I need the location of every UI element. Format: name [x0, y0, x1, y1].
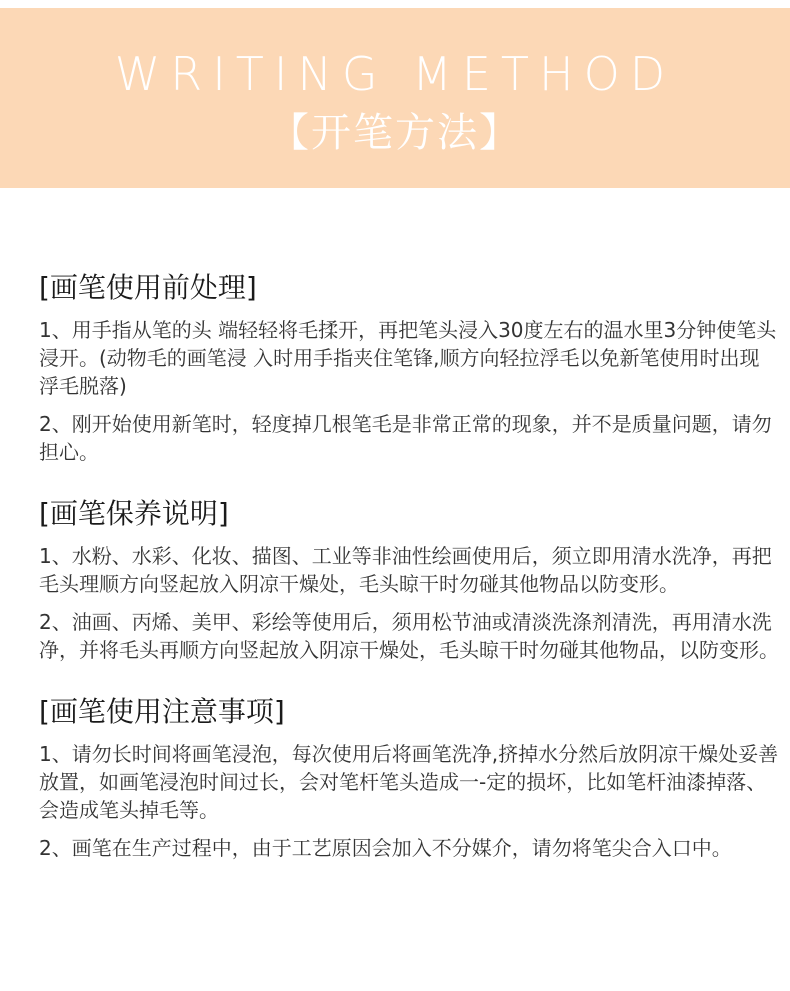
header-banner	[0, 8, 790, 188]
header-title-cn: 【开笔方法】	[269, 110, 521, 156]
section-pre-use	[39, 266, 779, 466]
section-precautions	[39, 690, 779, 862]
paragraph: 1、用手指从笔的头 端轻轻将毛揉开，再把笔头浸入30度左右的温水里3分钟使笔头浸开。(动物毛的画笔浸 入时用手指夹住笔锋,顺方向轻拉浮毛以免新笔使用时出现浮毛脱落)	[39, 318, 777, 398]
section-title: [画笔使用前处理]	[39, 271, 257, 304]
content-area	[39, 266, 779, 872]
section-title: [画笔使用注意事项]	[39, 695, 285, 728]
paragraph: 2、刚开始使用新笔时，轻度掉几根笔毛是非常正常的现象，并不是质量问题，请勿担心。	[39, 412, 772, 464]
paragraph: 2、画笔在生产过程中，由于工艺原因会加入不分媒介，请勿将笔尖合入口中。	[39, 836, 732, 860]
section-maintenance	[39, 492, 779, 664]
paragraph: 1、水粉、水彩、化妆、描图、工业等非油性绘画使用后，须立即用清水洗净，再把毛头理顺方向竖起放入阴凉干燥处，毛头晾干时勿碰其他物品以防变形。	[39, 544, 772, 596]
section-title: [画笔保养说明]	[39, 497, 229, 530]
header-title-en: WRITING METHOD	[114, 47, 676, 101]
paragraph: 1、请勿长时间将画笔浸泡，每次使用后将画笔洗净,挤掉水分然后放阴凉干燥处妥善放置，如画笔浸泡时间过长，会对笔杆笔头造成一-定的损坏，比如笔杆油漆掉落、会造成笔头掉毛等。	[39, 742, 779, 822]
paragraph: 2、油画、丙烯、美甲、彩绘等使用后，须用松节油或清淡洗涤剂清洗，再用清水洗净，并将毛头再顺方向竖起放入阴凉干燥处，毛头晾干时勿碰其他物品，以防变形。	[39, 610, 779, 662]
